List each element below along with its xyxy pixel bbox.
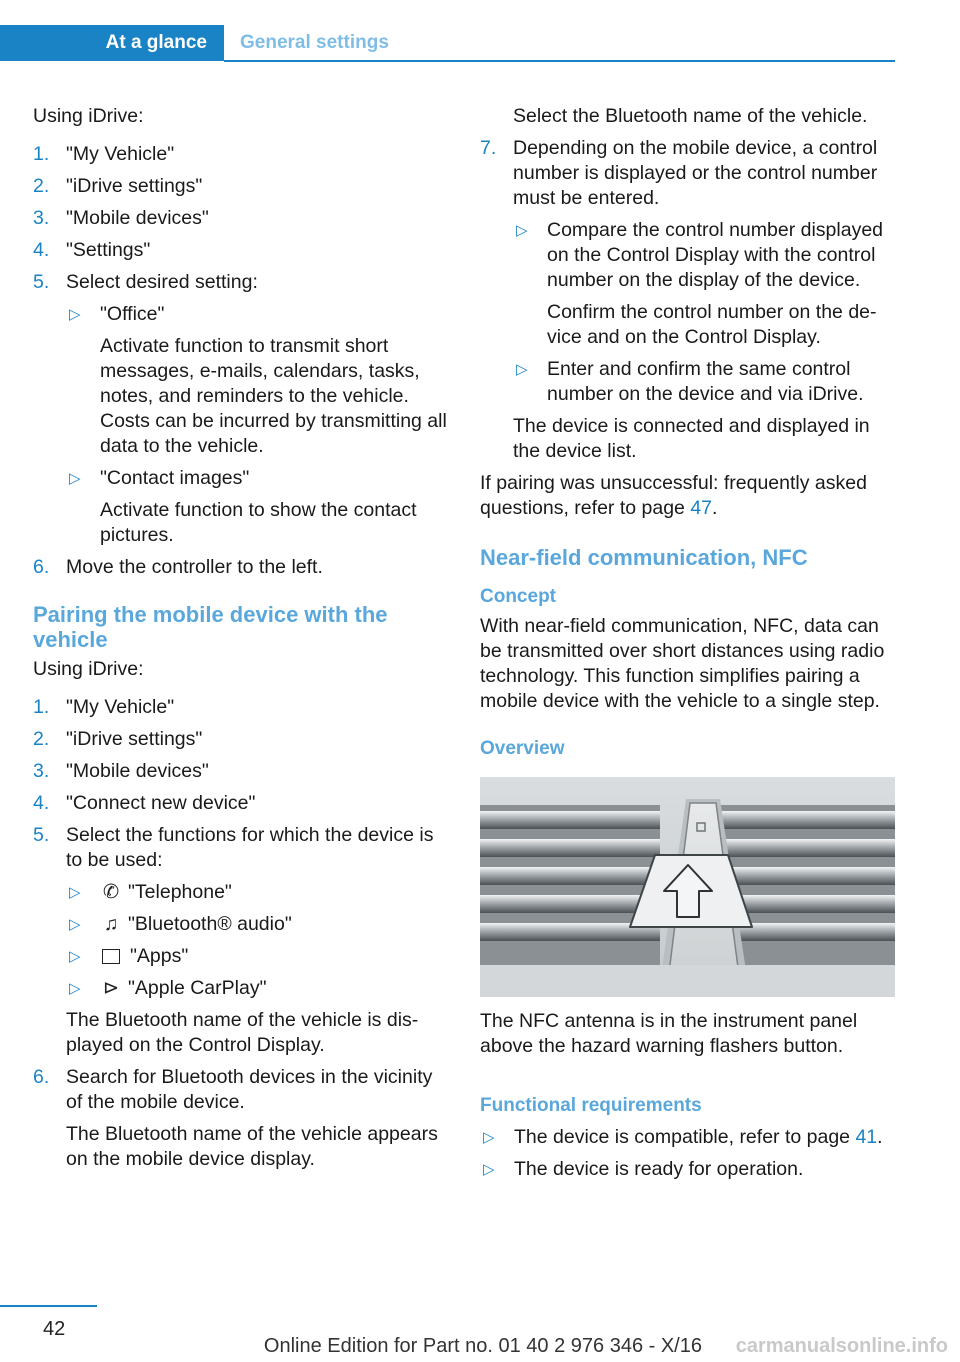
pairing-step-6: 6. Search for Bluetooth devices in the vicinity of the mobile device. The Bluetooth name of the vehicle appears on the mobile device display. <box>33 1065 453 1172</box>
triangle-bullet-icon: ▷ <box>483 1129 495 1146</box>
function-telephone: ▷ ✆ "Telephone" <box>69 881 232 903</box>
triangle-bullet-icon: ▷ <box>516 222 528 239</box>
triangle-bullet-icon: ▷ <box>516 361 528 378</box>
function-apps: ▷ "Apps" <box>69 945 189 967</box>
function-apple-carplay: ▷ ⊳ "Apple CarPlay" <box>69 977 267 999</box>
step7-enter: ▷ Enter and confirm the same control number on the device and via iDrive. <box>516 358 864 405</box>
step6-note: The Bluetooth name of the vehicle appears on the mobile device display. <box>66 1123 438 1170</box>
step-5: 5. Select desired setting: ▷ "Office" Activate function to transmit short messages, e-mails, calendars, tasks, notes, and reminders to the vehicle. Costs can be incurred by transmitting all data to the vehicle. ▷ "Contact images" Activate function to show the contact pictures. <box>33 270 453 548</box>
step-3: 3. "Mobile devices" <box>33 207 209 229</box>
function-bluetooth-audio: ▷ ♫ "Bluetooth® audio" <box>69 913 292 935</box>
left-column <box>33 104 453 1179</box>
setting-contact-images: ▷ "Contact images" Activate function to show the contact pictures. <box>69 467 417 546</box>
setting-office: ▷ "Office" Activate function to transmit short messages, e-mails, calendars, tasks, notes, and reminders to the vehicle. Costs can be incurred by transmitting all data to the vehicle. <box>69 303 447 457</box>
bluetooth-name-note: The Bluetooth name of the vehicle is dis-played on the Control Display. <box>66 1009 419 1056</box>
edition-text: Online Edition for Part no. 01 40 2 976 346 - X/16 <box>263 1335 702 1357</box>
intro-text: Using iDrive: <box>33 105 144 127</box>
step-6: 6. Move the controller to the left. <box>33 556 323 578</box>
requirement-compatible: ▷ The device is compatible, refer to page 41. <box>483 1126 883 1148</box>
triangle-bullet-icon: ▷ <box>69 948 81 965</box>
requirements-heading: Functional requirements <box>480 1095 702 1116</box>
tab-at-a-glance[interactable]: At a glance <box>0 25 224 61</box>
step-4: 4. "Settings" <box>33 239 151 261</box>
page-number: 42 <box>43 1318 66 1340</box>
pairing-heading: Pairing the mobile device with the vehicle <box>33 602 388 652</box>
pairing-intro: Using iDrive: <box>33 658 144 680</box>
pairing-step-5: 5. Select the functions for which the device is to be used: ▷ ✆ "Telephone" ▷ ♫ "Bluetooth® audio" ▷ "Apps" ▷ ⊳ "Apple CarPlay" The Bluetooth name of the vehicle is dis-played on the Control Display. <box>33 823 453 1058</box>
pairing-step-1: 1. "My Vehicle" <box>33 696 175 718</box>
step7-compare: ▷ Compare the control number displayed on the Control Display with the control number on the display of the device. Confirm the control number on the de-vice and on the Control Display. <box>516 219 884 348</box>
pairing-step-2: 2. "iDrive settings" <box>33 728 203 750</box>
right-column <box>480 104 900 1189</box>
page-link-41[interactable]: 41 <box>855 1126 878 1148</box>
header-rule <box>224 60 895 62</box>
nfc-heading: Near-field communication, NFC <box>480 545 808 570</box>
nfc-caption: The NFC antenna is in the instrument panel above the hazard warning flashers button. <box>480 1010 858 1057</box>
nfc-antenna-image <box>480 777 895 997</box>
pairing-step-4: 4. "Connect new device" <box>33 792 256 814</box>
triangle-bullet-icon: ▷ <box>69 306 81 323</box>
triangle-bullet-icon: ▷ <box>69 470 81 487</box>
connected-note: The device is connected and displayed in the device list. <box>513 415 870 462</box>
concept-heading: Concept <box>480 586 556 607</box>
step-2: 2. "iDrive settings" <box>33 175 203 197</box>
triangle-bullet-icon: ▷ <box>69 884 81 901</box>
select-bluetooth-name: Select the Bluetooth name of the vehicle. <box>513 105 868 127</box>
phone-icon: ✆ <box>102 881 120 903</box>
triangle-bullet-icon: ▷ <box>69 916 81 933</box>
triangle-bullet-icon: ▷ <box>69 980 81 997</box>
requirement-ready: ▷ The device is ready for operation. <box>483 1158 804 1180</box>
footer-rule <box>0 1305 97 1307</box>
concept-text: With near-field communication, NFC, data can be transmitted over short distances using radio technology. This function simplifies pairing a mobile device with the vehicle to a single step. <box>480 615 885 712</box>
unsuccessful-note: If pairing was unsuccessful: frequently asked questions, refer to page 47. <box>480 472 867 519</box>
apps-icon <box>102 949 120 964</box>
step-1: 1. "My Vehicle" <box>33 143 175 165</box>
step-7: 7. Depending on the mobile device, a control number is displayed or the control number must be entered. ▷ Compare the control number displayed on the Control Display with the control number on the display of the device. Confirm the control number on the de-vice and on the Control Display. ▷ Enter and confirm the same control number on the device and via iDrive. The device is connected and displayed in the device list. <box>480 136 900 464</box>
triangle-bullet-icon: ▷ <box>483 1161 495 1178</box>
pairing-step-3: 3. "Mobile devices" <box>33 760 209 782</box>
play-icon: ⊳ <box>102 977 120 999</box>
tab-general-settings[interactable]: General settings <box>240 32 389 53</box>
music-note-icon: ♫ <box>103 913 119 935</box>
watermark: carmanualsonline.info <box>735 1335 948 1357</box>
overview-heading: Overview <box>480 738 565 759</box>
page-link-47[interactable]: 47 <box>690 497 713 519</box>
